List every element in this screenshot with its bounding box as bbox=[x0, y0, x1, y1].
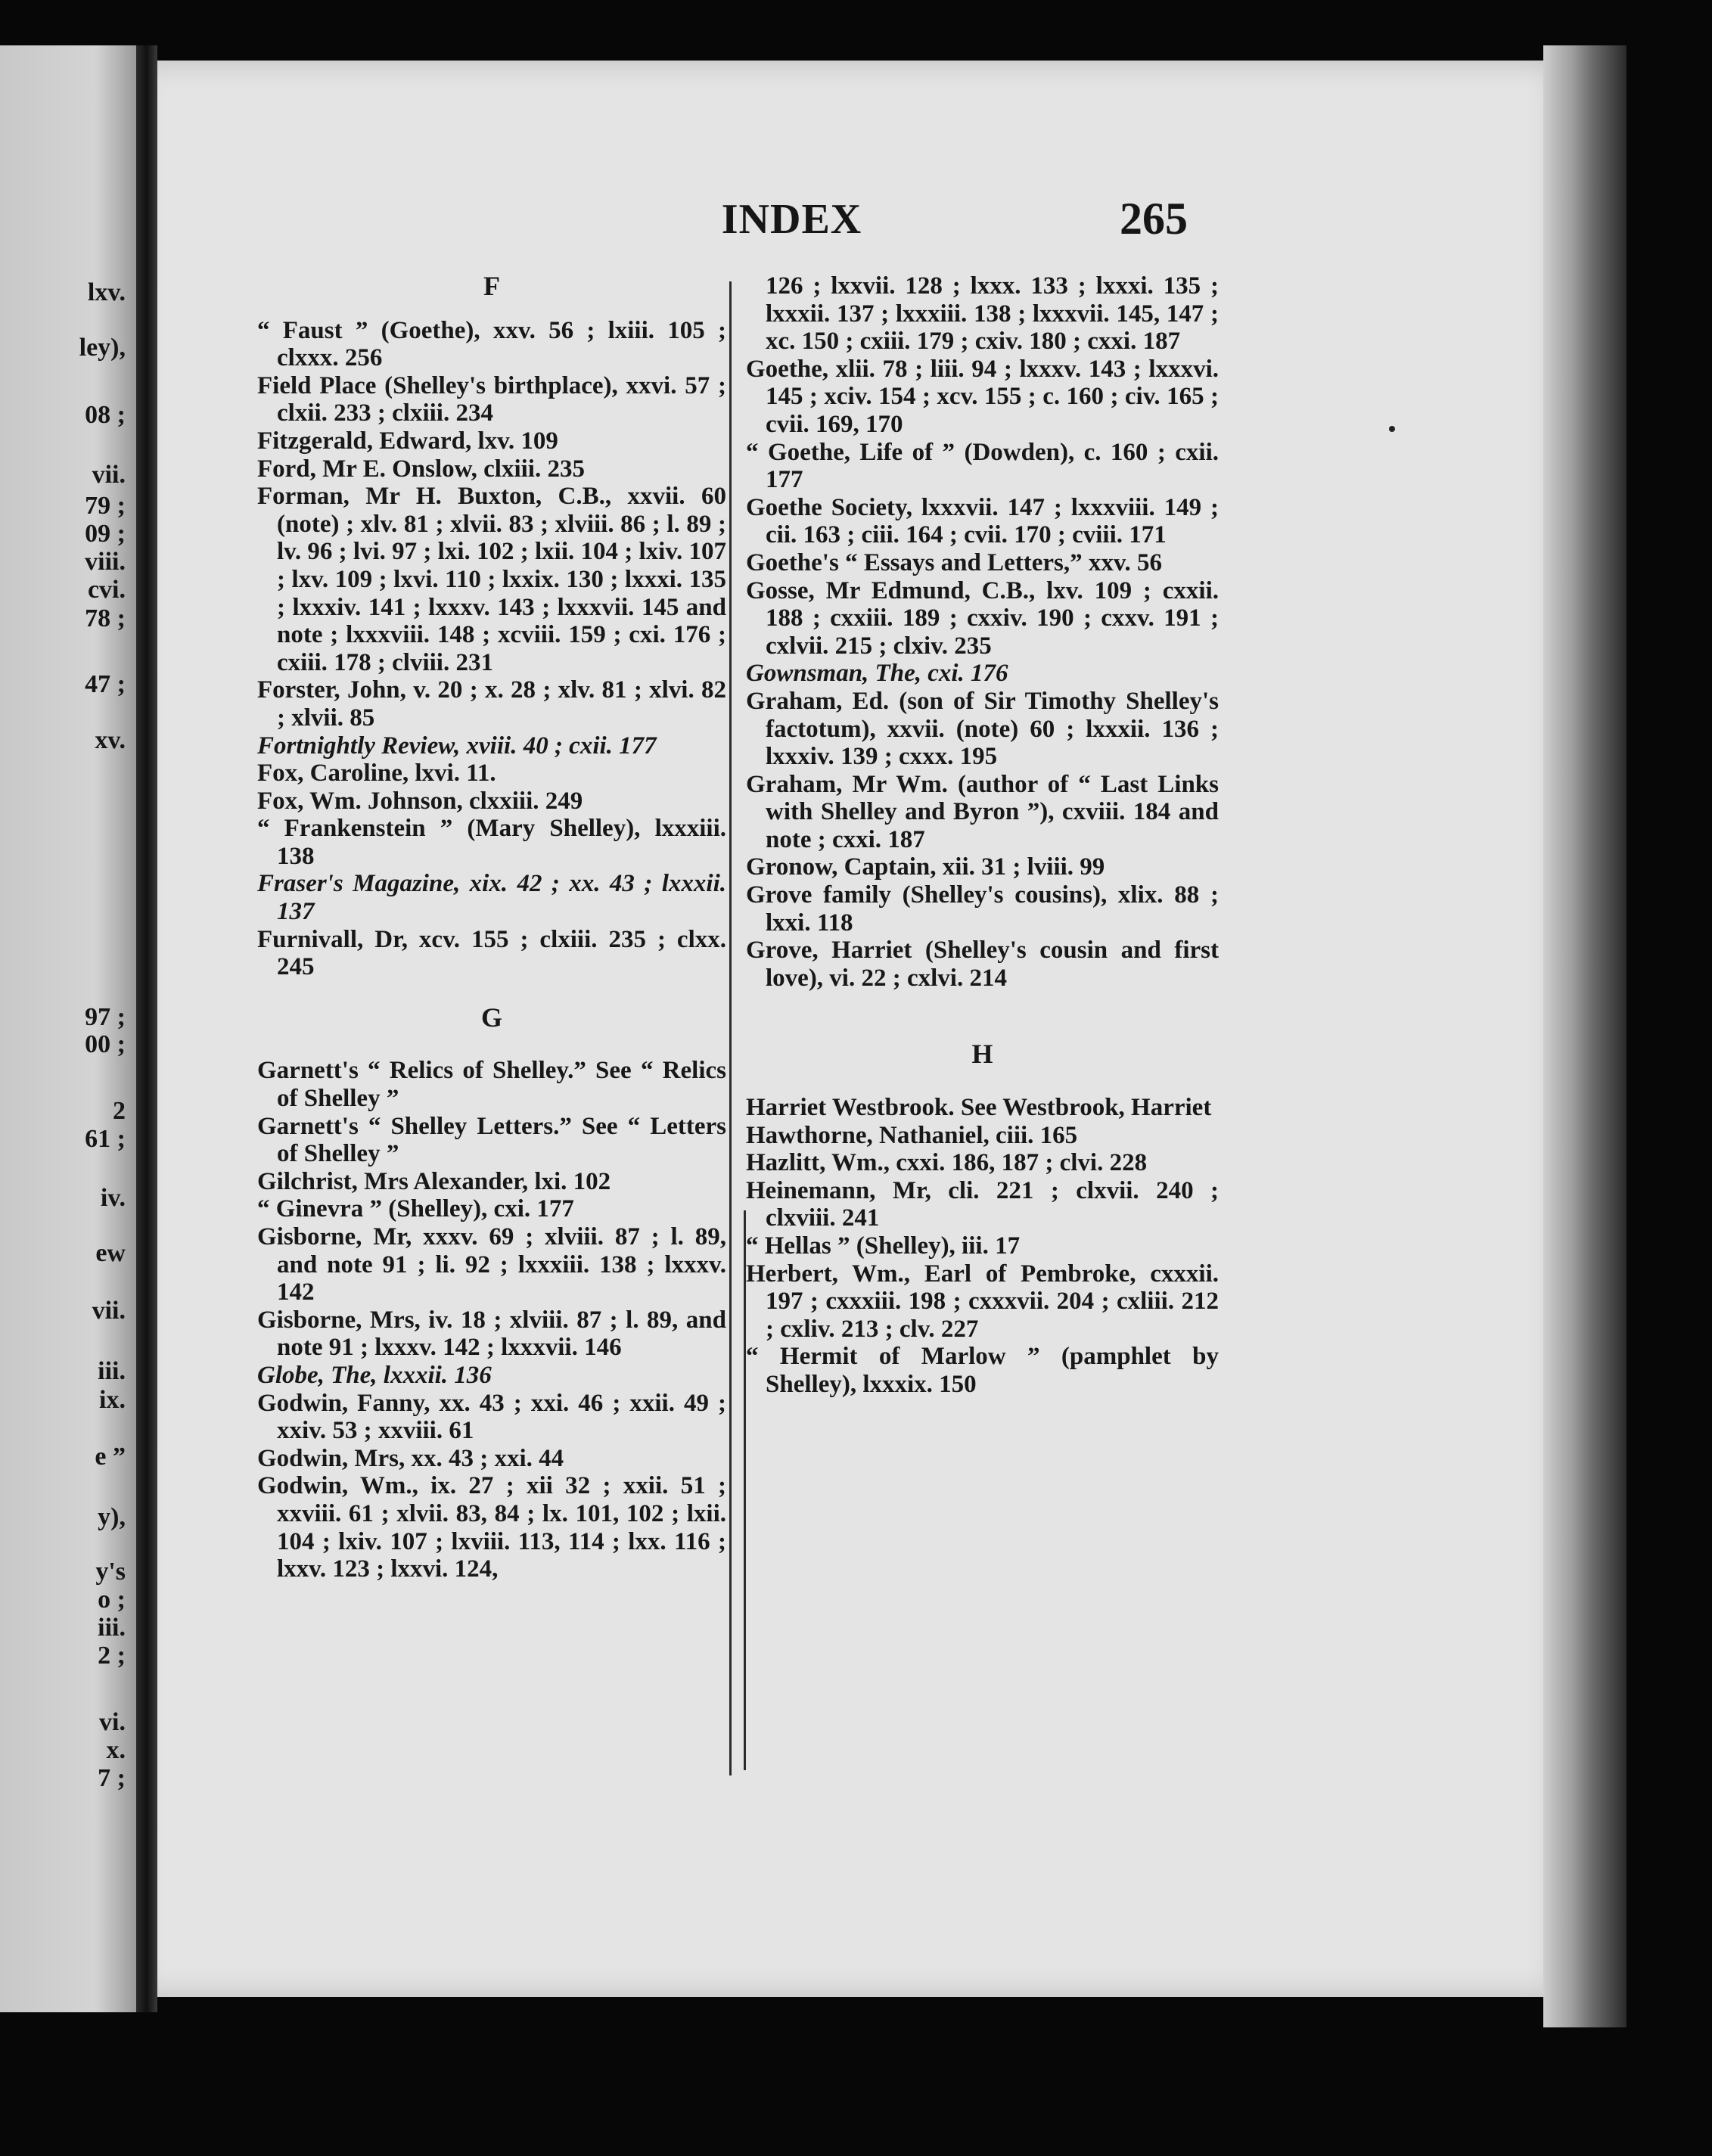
previous-page-fragment: ley), bbox=[79, 334, 126, 362]
previous-page-fragment: viii. bbox=[85, 548, 126, 576]
previous-page-fragment: 47 ; bbox=[85, 670, 126, 698]
column-divider bbox=[729, 281, 732, 1775]
previous-page-fragment: vii. bbox=[92, 461, 126, 489]
previous-page-fragment: e ” bbox=[95, 1443, 126, 1471]
previous-page-fragment: 7 ; bbox=[98, 1764, 126, 1792]
section-heading-h: H bbox=[971, 1039, 993, 1070]
index-entry: Godwin, Wm., ix. 27 ; xii 32 ; xxii. 51 ; xxviii. 61 ; xlvii. 83, 84 ; lx. 101, 102 ; lxii. 104 ; lxiv. 107 ; lxviii. 113, 114 ; lxx. 116 ; lxxv. 123 ; lxxvi. 124, bbox=[257, 1472, 726, 1583]
index-entry: “ Goethe, Life of ” (Dowden), c. 160 ; cxii. 177 bbox=[746, 438, 1219, 494]
index-entry: Fraser's Magazine, xix. 42 ; xx. 43 ; lxxxii. 137 bbox=[257, 870, 726, 926]
index-entry: Hazlitt, Wm., cxxi. 186, 187 ; clvi. 228 bbox=[746, 1149, 1148, 1177]
index-entry: Graham, Ed. (son of Sir Timothy Shelley's factotum), xxvii. (note) 60 ; lxxxii. 136 ; lxxxiv. 139 ; cxxx. 195 bbox=[746, 687, 1219, 771]
index-entry: Fitzgerald, Edward, lxv. 109 bbox=[257, 427, 558, 455]
index-entry: Hawthorne, Nathaniel, ciii. 165 bbox=[746, 1121, 1078, 1149]
previous-page-fragment: 08 ; bbox=[85, 401, 126, 429]
previous-page-fragment: 09 ; bbox=[85, 520, 126, 548]
index-entry: Gosse, Mr Edmund, C.B., lxv. 109 ; cxxii. 188 ; cxxiii. 189 ; cxxiv. 190 ; cxxv. 191 ; cxlvii. 215 ; clxiv. 235 bbox=[746, 576, 1219, 660]
previous-page-fragment: iv. bbox=[100, 1184, 126, 1212]
previous-page-fragment: y), bbox=[98, 1503, 126, 1531]
index-entry: Furnivall, Dr, xcv. 155 ; clxiii. 235 ; clxx. 245 bbox=[257, 925, 726, 981]
index-entry: “ Hellas ” (Shelley), iii. 17 bbox=[746, 1232, 1021, 1260]
previous-page-fragment: y's bbox=[95, 1558, 126, 1586]
index-entry: Goethe's “ Essays and Letters,” xxv. 56 bbox=[746, 548, 1163, 576]
index-entry: Fox, Wm. Johnson, clxxiii. 249 bbox=[257, 787, 583, 815]
index-entry: Gronow, Captain, xii. 31 ; lviii. 99 bbox=[746, 853, 1105, 881]
page-edge-shadow bbox=[1543, 45, 1627, 2027]
index-entry: Gilchrist, Mrs Alexander, lxi. 102 bbox=[257, 1167, 611, 1195]
index-entry: Herbert, Wm., Earl of Pembroke, cxxxii. 197 ; cxxxiii. 198 ; cxxxvii. 204 ; cxliii. 212 ; cxliv. 213 ; clv. 227 bbox=[746, 1260, 1219, 1343]
index-entry: Harriet Westbrook. See Westbrook, Harriet bbox=[746, 1094, 1212, 1122]
index-entry: Godwin, Fanny, xx. 43 ; xxi. 46 ; xxii. 49 ; xxiv. 53 ; xxviii. 61 bbox=[257, 1389, 726, 1445]
index-entry: Fortnightly Review, xviii. 40 ; cxii. 177 bbox=[257, 732, 657, 760]
index-column-right bbox=[746, 272, 1219, 1399]
index-entry: Ford, Mr E. Onslow, clxiii. 235 bbox=[257, 455, 585, 483]
page-number: 265 bbox=[1120, 194, 1188, 244]
previous-page-fragment: 79 ; bbox=[85, 492, 126, 520]
index-entry: “ Hermit of Marlow ” (pamphlet by Shelley), lxxxix. 150 bbox=[746, 1343, 1219, 1398]
index-entry: Forster, John, v. 20 ; x. 28 ; xlv. 81 ; xlvi. 82 ; xlvii. 85 bbox=[257, 676, 726, 732]
previous-page-fragment: xv. bbox=[95, 726, 126, 754]
previous-page-edge bbox=[0, 45, 136, 2012]
book-gutter bbox=[136, 45, 157, 2012]
previous-page-fragment: cvi. bbox=[87, 576, 126, 604]
index-column-left bbox=[257, 272, 726, 1583]
index-entry: Garnett's “ Shelley Letters.” See “ Letters of Shelley ” bbox=[257, 1112, 726, 1168]
index-entry: Grove, Harriet (Shelley's cousin and first love), vi. 22 ; cxlvi. 214 bbox=[746, 937, 1219, 992]
previous-page-fragment: 00 ; bbox=[85, 1030, 126, 1058]
index-entry: Graham, Mr Wm. (author of “ Last Links with Shelley and Byron ”), cxviii. 184 and note ; cxxi. 187 bbox=[746, 770, 1219, 853]
previous-page-fragment: o ; bbox=[98, 1586, 126, 1614]
index-entry: Heinemann, Mr, cli. 221 ; clxvii. 240 ; clxviii. 241 bbox=[746, 1176, 1219, 1232]
index-entry: “ Ginevra ” (Shelley), cxi. 177 bbox=[257, 1195, 574, 1223]
section-heading-f: F bbox=[483, 271, 500, 301]
previous-page-fragment: ew bbox=[95, 1239, 126, 1267]
index-entry: “ Frankenstein ” (Mary Shelley), lxxxiii. 138 bbox=[257, 815, 726, 870]
previous-page-fragment: iii. bbox=[98, 1357, 126, 1385]
ink-speck bbox=[1389, 426, 1395, 432]
index-entry: Garnett's “ Relics of Shelley.” See “ Relics of Shelley ” bbox=[257, 1057, 726, 1113]
index-entry: Gisborne, Mr, xxxv. 69 ; xlviii. 87 ; l. 89, and note 91 ; li. 92 ; lxxxiii. 138 ; lxxxv. 142 bbox=[257, 1223, 726, 1306]
index-entry: Gisborne, Mrs, iv. 18 ; xlviii. 87 ; l. 89, and note 91 ; lxxxv. 142 ; lxxxvii. 146 bbox=[257, 1306, 726, 1362]
previous-page-fragment: 78 ; bbox=[85, 604, 126, 632]
section-heading-g: G bbox=[480, 1002, 502, 1033]
previous-page-fragment: vii. bbox=[92, 1297, 126, 1325]
previous-page-fragment: vi. bbox=[99, 1708, 126, 1736]
previous-page-fragment: 2 bbox=[113, 1097, 126, 1125]
previous-page-fragment: 97 ; bbox=[85, 1003, 126, 1031]
previous-page-fragment: x. bbox=[106, 1736, 126, 1764]
index-entry: Goethe Society, lxxxvii. 147 ; lxxxviii. 149 ; cii. 163 ; ciii. 164 ; cvii. 170 ; cviii. 171 bbox=[746, 493, 1219, 549]
index-entry: “ Faust ” (Goethe), xxv. 56 ; lxiii. 105 ; clxxx. 256 bbox=[257, 316, 726, 372]
previous-page-fragment: 2 ; bbox=[98, 1642, 126, 1670]
index-entry: Gownsman, The, cxi. 176 bbox=[746, 660, 1008, 688]
previous-page-fragment: lxv. bbox=[87, 278, 126, 306]
index-entry: Globe, The, lxxxii. 136 bbox=[257, 1361, 492, 1389]
previous-page-fragment: iii. bbox=[98, 1614, 126, 1642]
previous-page-fragment: ix. bbox=[99, 1386, 126, 1414]
index-entry: Godwin, Mrs, xx. 43 ; xxi. 44 bbox=[257, 1444, 564, 1472]
page-title: INDEX bbox=[721, 196, 862, 243]
index-entry: Goethe, xlii. 78 ; liii. 94 ; lxxxv. 143 ; lxxxvi. 145 ; xciv. 154 ; xcv. 155 ; c. 160 ; civ. 165 ; cvii. 169, 170 bbox=[746, 355, 1219, 438]
previous-page-fragment: 61 ; bbox=[85, 1125, 126, 1153]
index-entry: Fox, Caroline, lxvi. 11. bbox=[257, 760, 496, 788]
index-entry: Grove family (Shelley's cousins), xlix. 88 ; lxxi. 118 bbox=[746, 881, 1219, 937]
index-entry-continuation: 126 ; lxxvii. 128 ; lxxx. 133 ; lxxxi. 135 ; lxxxii. 137 ; lxxxiii. 138 ; lxxxvii. 145, 147 ; xc. 150 ; cxiii. 179 ; cxiv. 180 ; cxxi. 187 bbox=[766, 272, 1219, 356]
index-entry: Field Place (Shelley's birthplace), xxvi. 57 ; clxii. 233 ; clxiii. 234 bbox=[257, 371, 726, 427]
index-entry: Forman, Mr H. Buxton, C.B., xxvii. 60 (note) ; xlv. 81 ; xlvii. 83 ; xlviii. 86 ; l. 89 ; lv. 96 ; lvi. 97 ; lxi. 102 ; lxii. 104 ; lxiv. 107 ; lxv. 109 ; lxvi. 110 ; lxxix. 130 ; lxxxi. 135 ; lxxxiv. 141 ; lxxxv. 143 ; lxxxvii. 145 and note ; lxxxviii. 148 ; xcviii. 159 ; cxi. 176 ; cxiii. 178 ; clviii. 231 bbox=[257, 483, 726, 676]
